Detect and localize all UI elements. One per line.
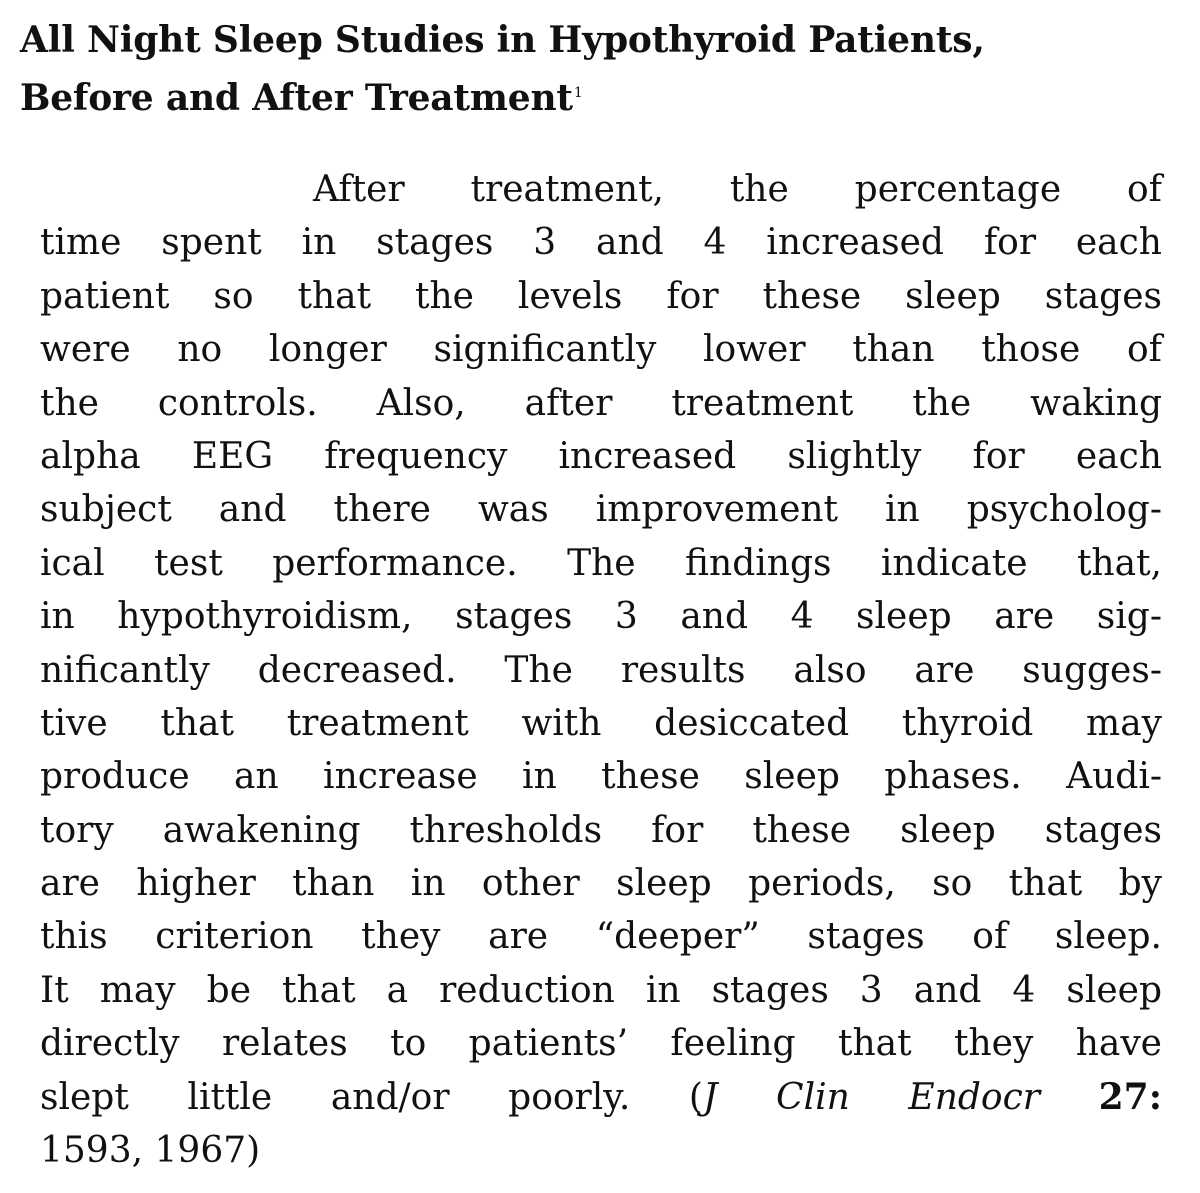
abstract-line: time spent in stages 3 and 4 increased for each (40, 222, 1162, 264)
abstract-line: tive that treatment with desiccated thyroid may (40, 702, 1162, 744)
abstract-line: this criterion they are “deeper” stages of sleep. (40, 916, 1162, 958)
abstract-line: were no longer significantly lower than those of (40, 329, 1162, 371)
abstract-line: produce an increase in these sleep phases. Audi- (40, 756, 1162, 798)
citation-pages-year: 1593, 1967) (40, 1130, 261, 1172)
journal-name: J Clin Endocr (702, 1076, 1040, 1118)
citation-line (40, 1071, 1162, 1124)
abstract-body (40, 163, 1162, 1177)
abstract-line: in hypothyroidism, stages 3 and 4 sleep are sig- (40, 596, 1162, 638)
abstract-line: alpha EEG frequency increased slightly for each (40, 435, 1162, 477)
journal-volume: 27: (1098, 1075, 1162, 1118)
abstract-line: patient so that the levels for these sleep stages (40, 275, 1162, 317)
abstract-line: are higher than in other sleep periods, so that by (40, 863, 1162, 905)
title-line-1: All Night Sleep Studies in Hypothyroid Patients, (20, 19, 985, 61)
footnote-marker: 1 (573, 85, 583, 101)
article-title (20, 14, 1190, 125)
abstract-line: the controls. Also, after treatment the waking (40, 382, 1162, 424)
abstract-line: subject and there was improvement in psycholog- (40, 489, 1162, 531)
abstract-line: It may be that a reduction in stages 3 and 4 sleep (40, 969, 1162, 1011)
abstract-line: After treatment, the percentage of (313, 169, 1162, 210)
title-line-2 (20, 67, 1190, 125)
title-line-2-text: Before and After Treatment (20, 77, 573, 119)
abstract-line: tory awakening thresholds for these sleep stages (40, 809, 1162, 851)
abstract-line: directly relates to patients’ feeling that they have (40, 1023, 1162, 1065)
abstract-line: nificantly decreased. The results also are sugges- (40, 649, 1162, 691)
abstract-line: ical test performance. The findings indicate that, (40, 542, 1162, 584)
citation-lead: slept little and/or poorly. ( (40, 1076, 703, 1118)
